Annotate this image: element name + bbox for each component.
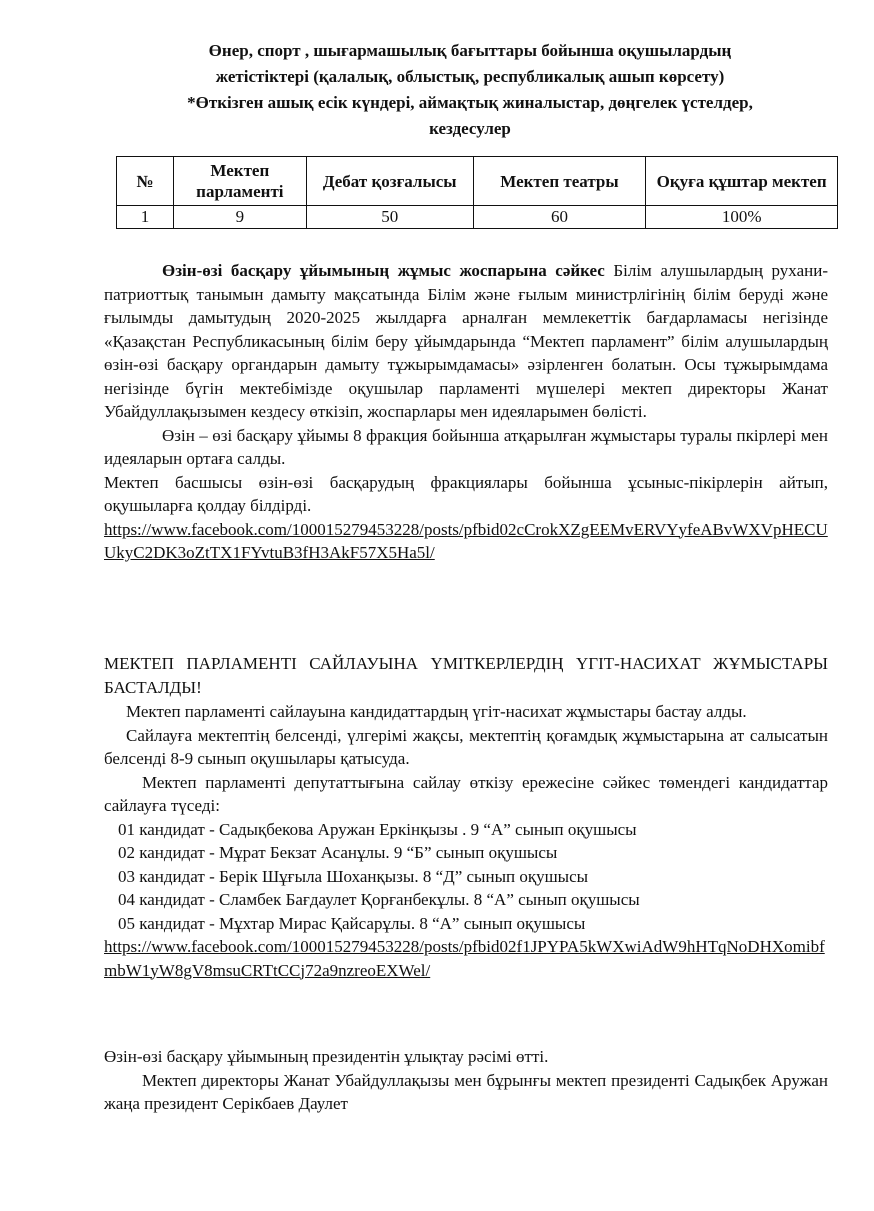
- paragraph: Мектеп директоры Жанат Убайдуллақызы мен бұрынғы мектеп президенті Садықбек Аружан жаңа президент Серікбаев Даулет: [104, 1070, 828, 1113]
- bold-lead: Өзін-өзі басқару ұйымының жұмыс жоспарына сәйкес: [162, 261, 605, 280]
- paragraph: Мектеп парламенті сайлауына кандидаттардың үгіт-насихат жұмыстары бастау алды.: [126, 702, 747, 721]
- section-inauguration: [104, 1045, 828, 1116]
- table-row: [117, 206, 838, 229]
- document-heading: [100, 38, 840, 142]
- heading-line: *Өткізген ашық есік күндері, аймақтық жиналыстар, дөңгелек үстелдер,: [187, 93, 753, 112]
- paragraph-text: Білім алушылардың рухани-патриоттық танымын дамыту мақсатында Білім және ғылым министрлігінің білім беруді және ғылымды дамытудың 2020-2025 жылдарға арналған мемлекеттік бағдарламасы негізінде «Қазақстан Республикасының білім беру ұйымдарында “Мектеп парламент” білім алушылардың өзін-өзі басқару органдарын дамыту тұжырымдамасы» әзірленген болатын. Осы тұжырымдама негізінде бүгін мектебімізде оқушылар парламенті мүшелері мектеп директоры Жанат Убайдуллақызымен кездесу өткізіп, жоспарлары мен идеяларымен бөлісті.: [104, 261, 828, 421]
- table-cell: 60: [473, 206, 646, 229]
- facebook-link[interactable]: https://www.facebook.com/100015279453228/posts/pfbid02cCrokXZgEEMvERVYyfeABvWXVpHECUUkyC2DK3oZtTX1FYvtuB3fH3AkF57X5Ha5l/: [104, 519, 828, 562]
- heading-line: Өнер, спорт , шығармашылық бағыттары бойынша оқушылардың: [208, 41, 732, 60]
- list-item: 04 кандидат - Сламбек Бағдаулет Қорғанбекұлы. 8 “А” сынып оқушысы: [118, 890, 640, 909]
- section-title: Өзін-өзі басқару ұйымының президентін ұлықтау рәсімі өтті.: [104, 1047, 549, 1066]
- table-header-cell: Дебат қозғалысы: [306, 157, 473, 206]
- facebook-link[interactable]: https://www.facebook.com/100015279453228/posts/pfbid02f1JPYPA5kWXwiAdW9hHTqNoDHXomibfmbW1yW8gV8msuCRTtCCj72a9nzreoEXWel/: [104, 937, 825, 980]
- paragraph: [104, 259, 828, 424]
- list-item: 01 кандидат - Садықбекова Аружан Еркінқызы . 9 “А” сынып оқушысы: [118, 819, 637, 839]
- table-cell: 100%: [646, 206, 838, 229]
- table-cell: 50: [306, 206, 473, 229]
- section-election: [104, 652, 828, 982]
- table-cell: 9: [173, 206, 306, 229]
- list-item: 05 кандидат - Мұхтар Мирас Қайсарұлы. 8 “А” сынып оқушысы: [118, 913, 586, 933]
- table-header-cell: Оқуға құштар мектеп: [646, 157, 838, 206]
- list-item: 02 кандидат - Мұрат Бекзат Асанұлы. 9 “Б” сынып оқушысы: [118, 843, 558, 862]
- heading-line: жетістіктері (қалалық, облыстық, республикалық ашып көрсету): [215, 67, 725, 86]
- paragraph: Мектеп басшысы өзін-өзі басқарудың фракциялары бойынша ұсыныс-пікірлерін айтып, оқушыларға қолдау білдірді.: [104, 472, 828, 515]
- candidate-list: [104, 818, 828, 936]
- table-header-cell: Мектеп театры: [473, 157, 646, 206]
- achievements-table: [116, 156, 838, 229]
- paragraph: Мектеп парламенті депутаттығына сайлау өткізу ережесіне сәйкес төмендегі кандидаттар сайлауға түседі:: [104, 772, 828, 815]
- table-header-row: [117, 157, 838, 206]
- table-cell: 1: [117, 206, 174, 229]
- table-header-cell: №: [117, 157, 174, 206]
- table-header-cell: Мектеп парламенті: [173, 157, 306, 206]
- heading-line: кездесулер: [429, 119, 511, 138]
- paragraph: Өзін – өзі басқару ұйымы 8 фракция бойынша атқарылған жұмыстары туралы пкірлері мен идеяларын ортаға салды.: [104, 425, 828, 468]
- list-item: 03 кандидат - Берік Шұғыла Шоханқызы. 8 “Д” сынып оқушысы: [118, 866, 589, 886]
- section-title: МЕКТЕП ПАРЛАМЕНТІ САЙЛАУЫНА ҮМІТКЕРЛЕРДІҢ ҮГІТ-НАСИХАТ ЖҰМЫСТАРЫ БАСТАЛДЫ!: [104, 654, 828, 697]
- section-self-government: [104, 259, 828, 565]
- paragraph: Сайлауға мектептің белсенді, үлгерімі жақсы, мектептің қоғамдық жұмыстарына ат салысатын белсенді 8-9 сынып оқушылары қатысуда.: [104, 725, 828, 768]
